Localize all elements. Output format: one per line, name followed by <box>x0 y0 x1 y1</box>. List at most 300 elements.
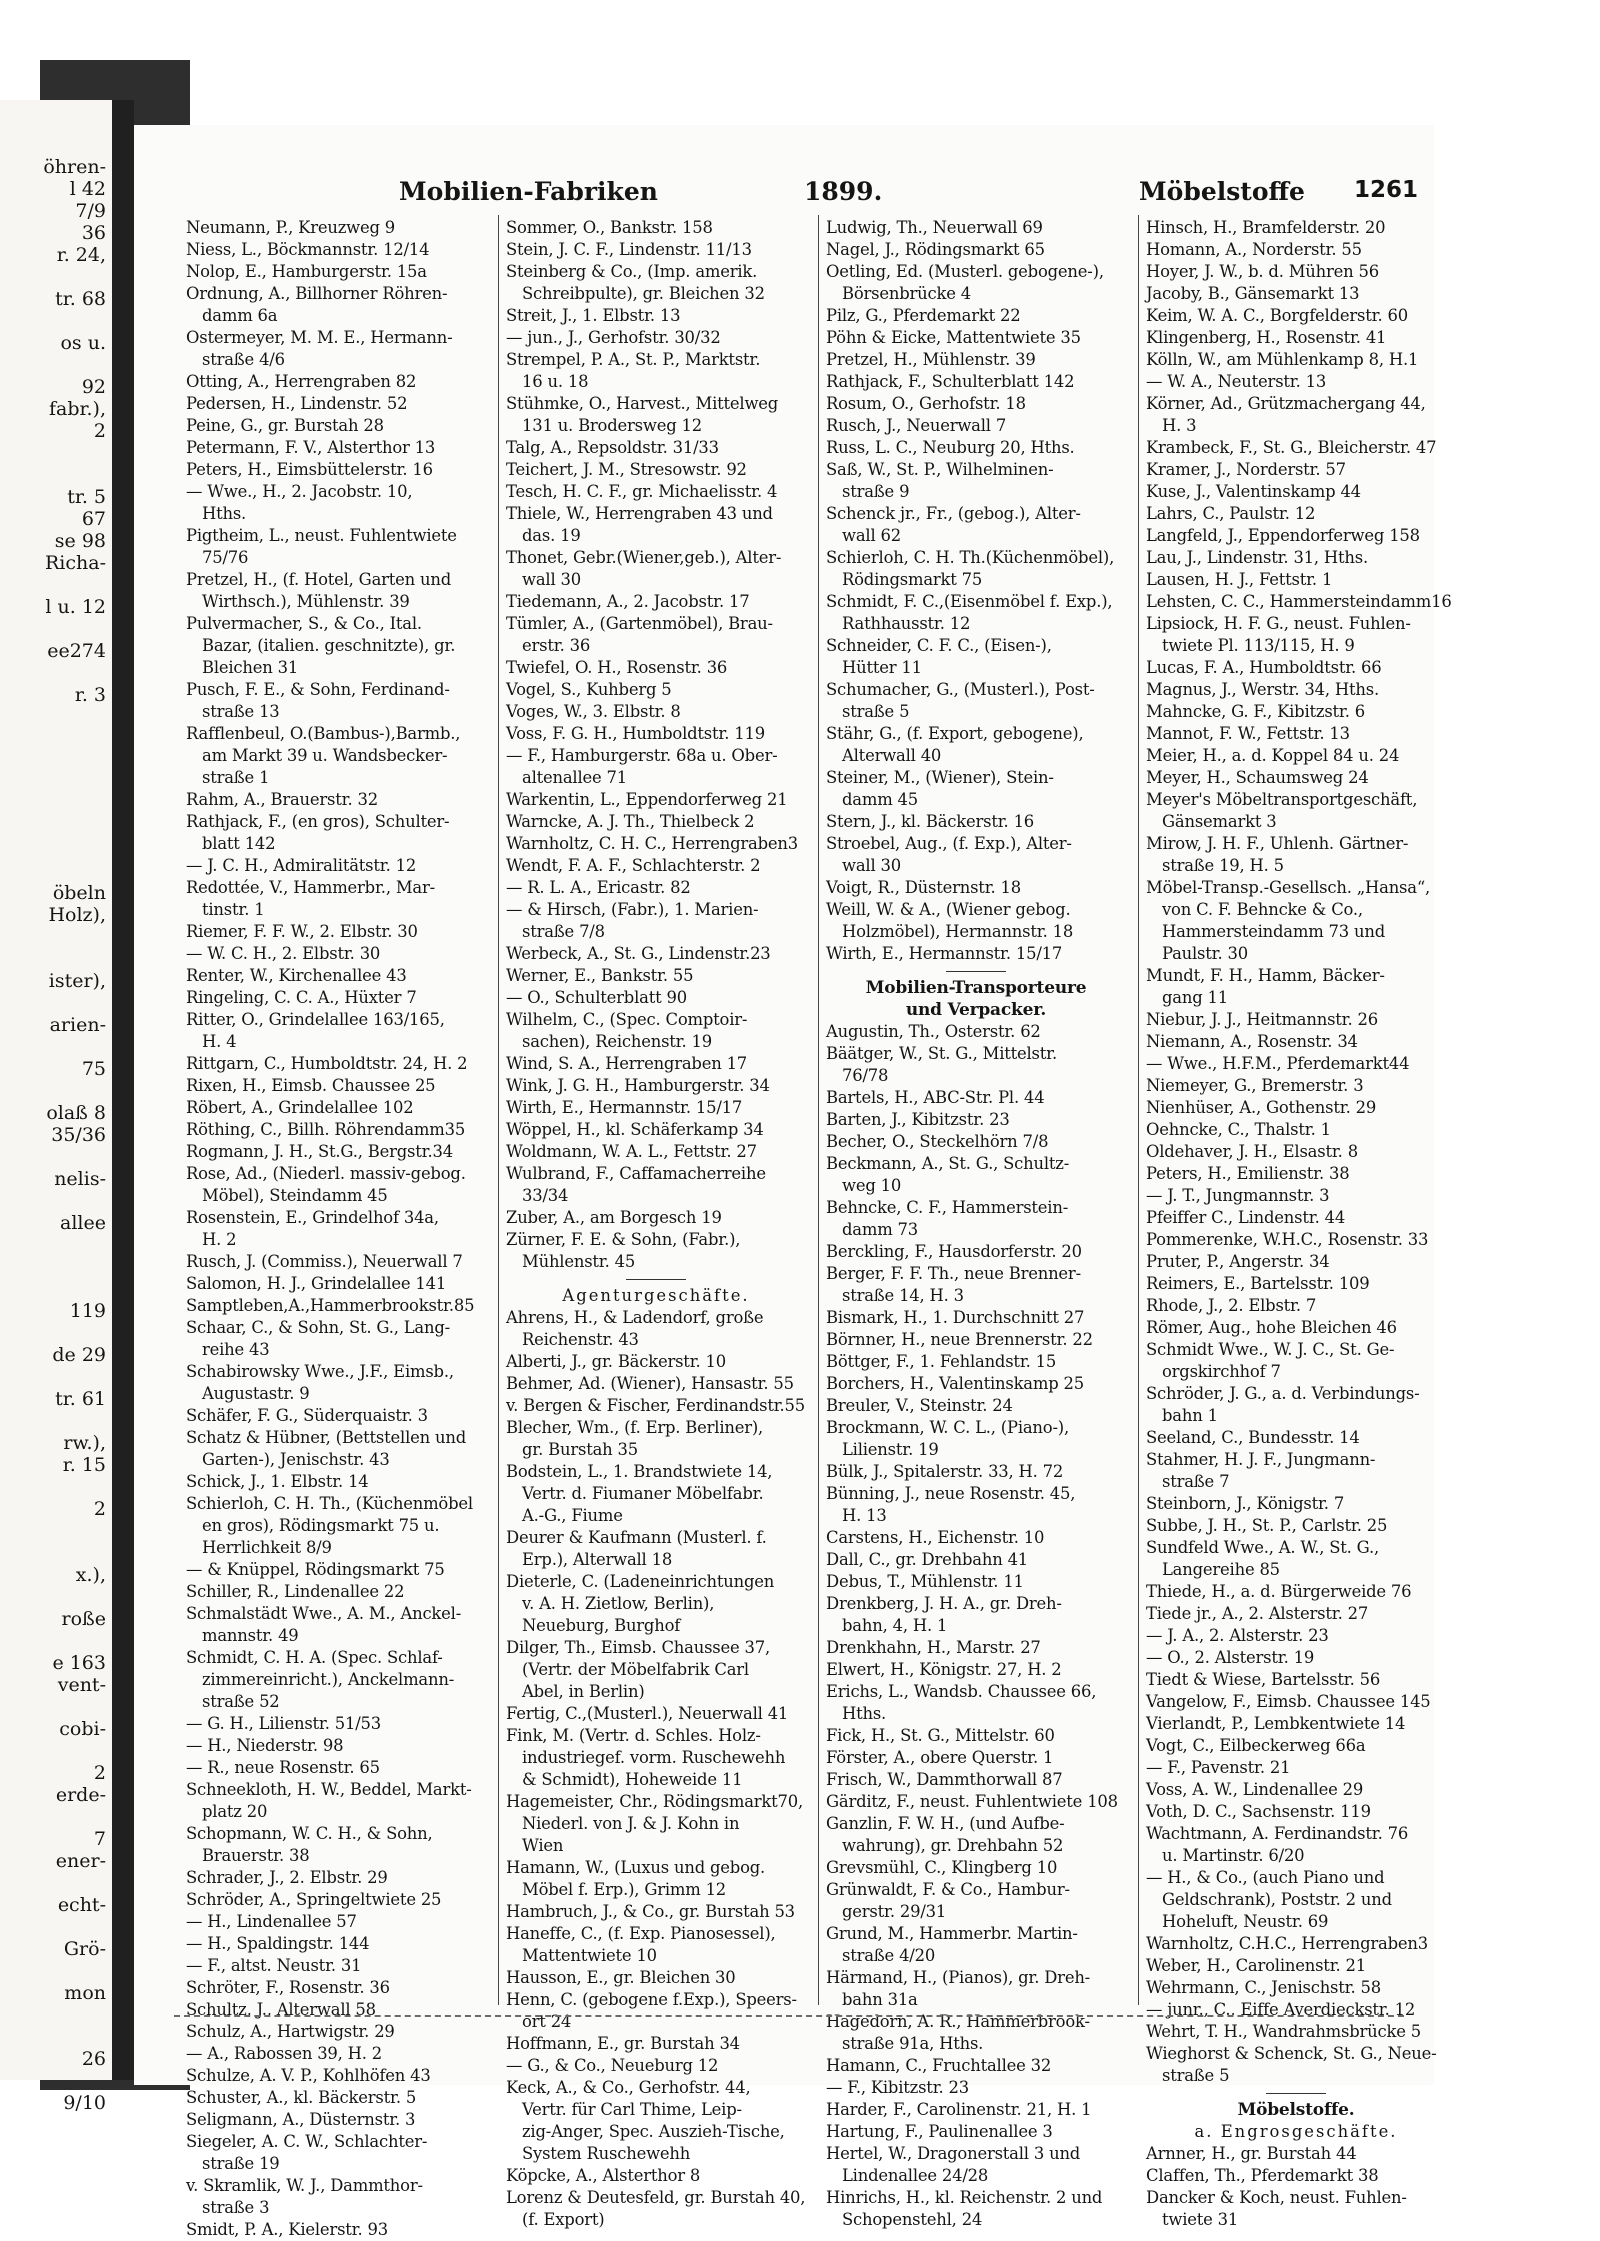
directory-entry: Vierlandt, P., Lembkentwiete 14 <box>1146 1714 1406 1733</box>
facing-page-fragment: tr. 68 <box>55 288 106 310</box>
directory-entry: Wulbrand, F., Caffamacherreihe <box>506 1164 766 1183</box>
directory-entry: Schopmann, W. C. H., & Sohn, <box>186 1824 433 1843</box>
directory-entry: Schatz & Hübner, (Bettstellen und <box>186 1428 466 1447</box>
directory-entry: Oldehaver, J. H., Elsastr. 8 <box>1146 1142 1358 1161</box>
directory-entry: Rittgarn, C., Humboldtstr. 24, H. 2 <box>186 1054 468 1073</box>
directory-entry: — R. L. A., Ericastr. 82 <box>506 878 691 897</box>
directory-entry: Rosum, O., Gerhofstr. 18 <box>826 394 1026 413</box>
directory-entry: Strempel, P. A., St. P., Marktstr. <box>506 350 761 369</box>
directory-entry: ort 24 <box>522 2012 572 2031</box>
directory-entry: Schaar, C., & Sohn, St. G., Lang- <box>186 1318 450 1337</box>
directory-entry: Niemann, A., Rosenstr. 34 <box>1146 1032 1358 1051</box>
directory-entry: Pöhn & Eicke, Mattentwiete 35 <box>826 328 1081 347</box>
facing-page-fragment: Richa- <box>44 552 106 574</box>
directory-entry: Börnner, H., neue Brennerstr. 22 <box>826 1330 1093 1349</box>
directory-entry: Salomon, H. J., Grindelallee 141 <box>186 1274 447 1293</box>
directory-entry: Neueburg, Burghof <box>522 1616 681 1635</box>
directory-entry: Drenkberg, J. H. A., gr. Dreh- <box>826 1594 1062 1613</box>
directory-entry: Seligmann, A., Düsternstr. 3 <box>186 2110 416 2129</box>
directory-entry: damm 45 <box>842 790 919 809</box>
directory-entry: Twiefel, O. H., Rosenstr. 36 <box>506 658 728 677</box>
section-heading: Möbelstoffe. <box>1237 2100 1355 2120</box>
directory-entry: Schierloh, C. H. Th.(Küchenmöbel), <box>826 548 1115 567</box>
directory-entry: Mattentwiete 10 <box>522 1946 657 1965</box>
directory-entry: mannstr. 49 <box>202 1626 299 1645</box>
directory-entry: — J. T., Jungmannstr. 3 <box>1146 1186 1330 1205</box>
directory-entry: Rathhausstr. 12 <box>842 614 971 633</box>
directory-entry: — & Hirsch, (Fabr.), 1. Marien- <box>506 900 759 919</box>
directory-entry: Köpcke, A., Alsterthor 8 <box>506 2166 701 2185</box>
directory-entry: Behncke, C. F., Hammerstein- <box>826 1198 1069 1217</box>
directory-entry: Römer, Aug., hohe Bleichen 46 <box>1146 1318 1397 1337</box>
directory-entry: Stühmke, O., Harvest., Mittelweg <box>506 394 779 413</box>
page-number: 1261 <box>1354 177 1419 203</box>
directory-entry: System Ruschewehh <box>522 2144 691 2163</box>
directory-entry: Tümler, A., (Gartenmöbel), Brau- <box>506 614 773 633</box>
directory-entry: Röthing, C., Billh. Röhrendamm35 <box>186 1120 466 1139</box>
directory-entry: Voges, W., 3. Elbstr. 8 <box>506 702 681 721</box>
directory-entry: Berckling, F., Hausdorferstr. 20 <box>826 1242 1082 1261</box>
facing-page-fragment: tr. 61 <box>55 1388 106 1410</box>
directory-entry: Hammersteindamm 73 und <box>1162 922 1386 941</box>
directory-entry: Schneider, C. F. C., (Eisen-), <box>826 636 1052 655</box>
directory-entry: 75/76 <box>202 548 249 567</box>
directory-entry: Hinsch, H., Bramfelderstr. 20 <box>1146 218 1386 237</box>
directory-entry: Lucas, F. A., Humboldtstr. 66 <box>1146 658 1382 677</box>
directory-entry: gerstr. 29/31 <box>842 1902 947 1921</box>
directory-entry: Meier, H., a. d. Koppel 84 u. 24 <box>1146 746 1400 765</box>
directory-entry: — J. C. H., Admiralitätstr. 12 <box>186 856 417 875</box>
directory-entry: Redottée, V., Hammerbr., Mar- <box>186 878 435 897</box>
directory-entry: straße 5 <box>842 702 910 721</box>
directory-entry: Ritter, O., Grindelallee 163/165, <box>186 1010 445 1029</box>
directory-entry: Schmidt, F. C.,(Eisenmöbel f. Exp.), <box>826 592 1113 611</box>
directory-entry: Mahncke, G. F., Kibitzstr. 6 <box>1146 702 1366 721</box>
section-heading: und Verpacker. <box>905 1000 1047 1020</box>
directory-entry: Härmand, H., (Pianos), gr. Dreh- <box>826 1968 1091 1987</box>
directory-entry: Thiele, W., Herrengraben 43 und <box>506 504 773 523</box>
directory-entry: Warncke, A. J. Th., Thielbeck 2 <box>506 812 755 831</box>
directory-entry: Beckmann, A., St. G., Schultz- <box>826 1154 1070 1173</box>
directory-entry: Langfeld, J., Eppendorferweg 158 <box>1146 526 1420 545</box>
directory-entry: Schumacher, G., (Musterl.), Post- <box>826 680 1095 699</box>
directory-entry: tinstr. 1 <box>202 900 265 919</box>
directory-entry: — O., 2. Alsterstr. 19 <box>1146 1648 1315 1667</box>
facing-page-fragment: ee274 <box>47 640 106 662</box>
directory-entry: Brockmann, W. C. L., (Piano-), <box>826 1418 1070 1437</box>
directory-entry: Deurer & Kaufmann (Musterl. f. <box>506 1528 767 1547</box>
directory-entry: Pigtheim, L., neust. Fuhlentwiete <box>186 526 457 545</box>
directory-entry: Vertr. d. Fiumaner Möbelfabr. <box>522 1484 764 1503</box>
directory-entry: Rose, Ad., (Niederl. massiv-gebog. <box>186 1164 466 1183</box>
directory-entry: Röbert, A., Grindelallee 102 <box>186 1098 414 1117</box>
directory-entry: Steinberg & Co., (Imp. amerik. <box>506 262 758 281</box>
directory-entry: Lilienstr. 19 <box>842 1440 939 1459</box>
directory-entry: Hamann, W., (Luxus und gebog. <box>506 1858 766 1877</box>
directory-entry: Niemeyer, G., Bremerstr. 3 <box>1146 1076 1364 1095</box>
directory-entry: v. Skramlik, W. J., Dammthor- <box>186 2176 423 2195</box>
directory-entry: Saß, W., St. P., Wilhelminen- <box>826 460 1054 479</box>
directory-entry: Lipsiock, H. F. G., neust. Fuhlen- <box>1146 614 1411 633</box>
directory-entry: Wirth, E., Hermannstr. 15/17 <box>826 944 1063 963</box>
directory-entry: Fertig, C.,(Musterl.), Neuerwall 41 <box>506 1704 789 1723</box>
directory-entry: Rathjack, F., Schulterblatt 142 <box>826 372 1075 391</box>
directory-entry: Nolop, E., Hamburgerstr. 15a <box>186 262 427 281</box>
directory-entry: Schierloh, C. H. Th., (Küchenmöbel <box>186 1494 473 1513</box>
directory-entry: Barten, J., Kibitzstr. 23 <box>826 1110 1010 1129</box>
directory-entry: Börsenbrücke 4 <box>842 284 971 303</box>
facing-page-fragment: arien- <box>49 1014 106 1036</box>
directory-entry: — O., Schulterblatt 90 <box>506 988 687 1007</box>
directory-entry: platz 20 <box>202 1802 268 1821</box>
directory-entry: Ringeling, C. C. A., Hüxter 7 <box>186 988 417 1007</box>
directory-entry: Warnholtz, C.H.C., Herrengraben3 <box>1146 1934 1428 1953</box>
header-section-right: Möbelstoffe <box>1139 177 1305 206</box>
directory-entry: Pretzel, H., (f. Hotel, Garten und <box>186 570 452 589</box>
directory-entry: — Wwe., H.F.M., Pferdemarkt44 <box>1146 1054 1410 1073</box>
directory-entry: straße 19 <box>202 2154 280 2173</box>
facing-page-fragment: r. 3 <box>74 684 106 706</box>
directory-entry: H. 4 <box>202 1032 237 1051</box>
directory-entry: Schiller, R., Lindenallee 22 <box>186 1582 405 1601</box>
directory-entry: Gärditz, F., neust. Fuhlentwiete 108 <box>826 1792 1118 1811</box>
section-rule <box>506 1273 806 1285</box>
directory-entry: Langereihe 85 <box>1162 1560 1280 1579</box>
directory-entry: — & Knüppel, Rödingsmarkt 75 <box>186 1560 445 1579</box>
directory-entry: 131 u. Brodersweg 12 <box>522 416 702 435</box>
directory-entry: — F., altst. Neustr. 31 <box>186 1956 362 1975</box>
directory-entry: straße 52 <box>202 1692 280 1711</box>
directory-entry: Schreibpulte), gr. Bleichen 32 <box>522 284 765 303</box>
directory-entry: Stein, J. C. F., Lindenstr. 11/13 <box>506 240 752 259</box>
directory-entry: H. 13 <box>842 1506 887 1525</box>
directory-entry: Vangelow, F., Eimsb. Chaussee 145 <box>1146 1692 1431 1711</box>
directory-entry: Sundfeld Wwe., A. W., St. G., <box>1146 1538 1379 1557</box>
directory-entry: Mundt, F. H., Hamm, Bäcker- <box>1146 966 1385 985</box>
directory-entry: — G., & Co., Neueburg 12 <box>506 2056 719 2075</box>
directory-entry: Wink, J. G. H., Hamburgerstr. 34 <box>506 1076 770 1095</box>
facing-page-fragment: 67 <box>81 508 106 530</box>
directory-entry: Fick, H., St. G., Mittelstr. 60 <box>826 1726 1055 1745</box>
directory-entry: Böttger, F., 1. Fehlandstr. 15 <box>826 1352 1057 1371</box>
directory-entry: Schröder, J. G., a. d. Verbindungs- <box>1146 1384 1420 1403</box>
directory-entry: Teichert, J. M., Stresowstr. 92 <box>506 460 747 479</box>
facing-page-fragment: Holz), <box>48 904 106 926</box>
directory-entry: Wehrmann, C., Jenischstr. 58 <box>1146 1978 1381 1997</box>
directory-entry: Hths. <box>842 1704 887 1723</box>
facing-page-fragment: 119 <box>69 1300 106 1322</box>
directory-entry: Hths. <box>202 504 247 523</box>
book-gutter <box>112 100 134 2080</box>
facing-page-fragment: roße <box>61 1608 106 1630</box>
directory-entry: Drenkhahn, H., Marstr. 27 <box>826 1638 1041 1657</box>
directory-entry: straße 1 <box>202 768 270 787</box>
directory-entry: Hertel, W., Dragonerstall 3 und <box>826 2144 1081 2163</box>
directory-entry: Rathjack, F., (en gros), Schulter- <box>186 812 450 831</box>
facing-page-fragment: mon <box>64 1982 106 2004</box>
directory-entry: Smidt, P. A., Kielerstr. 93 <box>186 2220 388 2239</box>
directory-entry: Bodstein, L., 1. Brandstwiete 14, <box>506 1462 773 1481</box>
facing-page-fragment: cobi- <box>59 1718 106 1740</box>
facing-page-fragment: tr. 5 <box>67 486 106 508</box>
directory-entry: Schenck jr., Fr., (gebog.), Alter- <box>826 504 1081 523</box>
directory-entry: Holzmöbel), Hermannstr. 18 <box>842 922 1074 941</box>
directory-entry: Thiede, H., a. d. Bürgerweide 76 <box>1146 1582 1412 1601</box>
directory-entry: 16 u. 18 <box>522 372 589 391</box>
directory-entry: — H., Niederstr. 98 <box>186 1736 344 1755</box>
directory-entry: Erp.), Alterwall 18 <box>522 1550 673 1569</box>
directory-entry: Debus, T., Mühlenstr. 11 <box>826 1572 1024 1591</box>
directory-entry: Lahrs, C., Paulstr. 12 <box>1146 504 1316 523</box>
directory-entry: v. Bergen & Fischer, Ferdinandstr.55 <box>506 1396 806 1415</box>
directory-entry: Gänsemarkt 3 <box>1162 812 1277 831</box>
directory-entry: Schick, J., 1. Elbstr. 14 <box>186 1472 369 1491</box>
directory-entry: Keck, A., & Co., Gerhofstr. 44, <box>506 2078 751 2097</box>
directory-entry: Grünwaldt, F. & Co., Hambur- <box>826 1880 1070 1899</box>
directory-entry: 76/78 <box>842 1066 889 1085</box>
directory-entry: Wachtmann, A. Ferdinandstr. 76 <box>1146 1824 1409 1843</box>
directory-entry: Hambruch, J., & Co., gr. Burstah 53 <box>506 1902 795 1921</box>
directory-entry: Pommerenke, W.H.C., Rosenstr. 33 <box>1146 1230 1429 1249</box>
facing-page-fragment: 7 <box>93 1828 106 1850</box>
directory-entry: Berger, F. F. Th., neue Brenner- <box>826 1264 1081 1283</box>
directory-entry: Hinrichs, H., kl. Reichenstr. 2 und <box>826 2188 1103 2207</box>
directory-entry: Borchers, H., Valentinskamp 25 <box>826 1374 1084 1393</box>
facing-page-fragment: 75 <box>81 1058 106 1080</box>
directory-entry: (f. Export) <box>522 2210 605 2229</box>
directory-entry: straße 14, H. 3 <box>842 1286 964 1305</box>
facing-page-fragment: 9/10 <box>63 2092 106 2114</box>
directory-entry: Rogmann, J. H., St.G., Bergstr.34 <box>186 1142 453 1161</box>
directory-entry: Wendt, F. A. F., Schlachterstr. 2 <box>506 856 761 875</box>
directory-entry: Warnholtz, C. H. C., Herrengraben3 <box>506 834 798 853</box>
directory-entry: Abel, in Berlin) <box>522 1682 645 1701</box>
directory-entry: wahrung), gr. Drehbahn 52 <box>842 1836 1064 1855</box>
directory-entry: — W. C. H., 2. Elbstr. 30 <box>186 944 381 963</box>
directory-entry: industriegef. vorm. Ruschewehh <box>522 1748 786 1767</box>
directory-entry: damm 6a <box>202 306 278 325</box>
directory-entry: Rusch, J. (Commiss.), Neuerwall 7 <box>186 1252 463 1271</box>
directory-entry: Ludwig, Th., Neuerwall 69 <box>826 218 1043 237</box>
facing-page-fragment: rw.), <box>63 1432 106 1454</box>
directory-entry: Peine, G., gr. Burstah 28 <box>186 416 384 435</box>
running-header <box>134 177 1434 213</box>
directory-entry: — R., neue Rosenstr. 65 <box>186 1758 380 1777</box>
directory-entry: Stroebel, Aug., (f. Exp.), Alter- <box>826 834 1072 853</box>
directory-entry: twiete Pl. 113/115, H. 9 <box>1162 636 1355 655</box>
directory-entry: Mannot, F. W., Fettstr. 13 <box>1146 724 1350 743</box>
facing-page-fragment: erde- <box>55 1784 106 1806</box>
directory-entry: Mühlenstr. 45 <box>522 1252 636 1271</box>
directory-entry: — H., Spaldingstr. 144 <box>186 1934 370 1953</box>
directory-entry: Schrader, J., 2. Elbstr. 29 <box>186 1868 388 1887</box>
directory-entry: Bülk, J., Spitalerstr. 33, H. 72 <box>826 1462 1064 1481</box>
directory-entry: Werbeck, A., St. G., Lindenstr.23 <box>506 944 771 963</box>
directory-entry: altenallee 71 <box>522 768 627 787</box>
directory-entry: Brauerstr. 38 <box>202 1846 310 1865</box>
directory-entry: Peters, H., Emilienstr. 38 <box>1146 1164 1350 1183</box>
section-heading: Agenturgeschäfte. <box>562 1286 750 1305</box>
directory-entry: twiete 31 <box>1162 2210 1239 2229</box>
directory-entry: am Markt 39 u. Wandsbecker- <box>202 746 448 765</box>
directory-entry: straße 13 <box>202 702 280 721</box>
directory-entry: — J. A., 2. Alsterstr. 23 <box>1146 1626 1329 1645</box>
directory-entry: Möbel), Steindamm 45 <box>202 1186 388 1205</box>
directory-entry: gang 11 <box>1162 988 1228 1007</box>
directory-entry: Hoffmann, E., gr. Burstah 34 <box>506 2034 740 2053</box>
directory-entry: straße 5 <box>1162 2066 1230 2085</box>
directory-entry: Paulstr. 30 <box>1162 944 1248 963</box>
directory-entry: Schulz, A., Hartwigstr. 29 <box>186 2022 395 2041</box>
directory-entry: Kölln, W., am Mühlenkamp 8, H.1 <box>1146 350 1419 369</box>
directory-entry: — H., & Co., (auch Piano und <box>1146 1868 1385 1887</box>
directory-entry: Alberti, J., gr. Bäckerstr. 10 <box>506 1352 727 1371</box>
directory-entry: Rahm, A., Brauerstr. 32 <box>186 790 378 809</box>
directory-entry: Ostermeyer, M. M. E., Hermann- <box>186 328 453 347</box>
directory-entry: Weber, H., Carolinenstr. 21 <box>1146 1956 1367 1975</box>
column-3 <box>826 217 1126 2229</box>
directory-entry: Behmer, Ad. (Wiener), Hansastr. 55 <box>506 1374 794 1393</box>
directory-entry: Schröder, A., Springeltwiete 25 <box>186 1890 442 1909</box>
facing-page-fragment: ener- <box>55 1850 106 1872</box>
directory-entry: Hartung, F., Paulinenallee 3 <box>826 2122 1053 2141</box>
directory-entry: — H., Lindenallee 57 <box>186 1912 357 1931</box>
directory-entry: H. 2 <box>202 1230 237 1249</box>
directory-entry: Thonet, Gebr.(Wiener,geb.), Alter- <box>506 548 782 567</box>
directory-entry: Möbel f. Erp.), Grimm 12 <box>522 1880 727 1899</box>
directory-entry: Bünning, J., neue Rosenstr. 45, <box>826 1484 1076 1503</box>
directory-entry: Hoheluft, Neustr. 69 <box>1162 1912 1329 1931</box>
directory-entry: Schmidt Wwe., W. J. C., St. Ge- <box>1146 1340 1395 1359</box>
directory-entry: reihe 43 <box>202 1340 270 1359</box>
facing-page-fragment: e 163 <box>52 1652 106 1674</box>
directory-entry: — A., Rabossen 39, H. 2 <box>186 2044 383 2063</box>
directory-entry: Bazar, (italien. geschnitzte), gr. <box>202 636 456 655</box>
directory-entry: Wirth, E., Hermannstr. 15/17 <box>506 1098 743 1117</box>
facing-page-edge <box>0 100 114 2114</box>
facing-page-fragment: olaß 8 <box>46 1102 106 1124</box>
directory-entry: Schäfer, F. G., Süderquaistr. 3 <box>186 1406 428 1425</box>
directory-entry: Wöppel, H., kl. Schäferkamp 34 <box>506 1120 764 1139</box>
column-divider <box>818 215 819 2005</box>
directory-entry: straße 91a, Hths. <box>842 2034 984 2053</box>
directory-entry: Samptleben,A.,Hammerbrookstr.85 <box>186 1296 475 1315</box>
directory-entry: Schmalstädt Wwe., A. M., Anckel- <box>186 1604 462 1623</box>
directory-entry: Wilhelm, C., (Spec. Comptoir- <box>506 1010 748 1029</box>
facing-page-fragment: fabr.), <box>48 398 106 420</box>
directory-entry: Hamann, C., Fruchtallee 32 <box>826 2056 1052 2075</box>
directory-entry: Riemer, F. F. W., 2. Elbstr. 30 <box>186 922 418 941</box>
header-section-left: Mobilien-Fabriken <box>399 177 658 206</box>
directory-entry: Herrlichkeit 8/9 <box>202 1538 332 1557</box>
directory-entry: A.-G., Fiume <box>522 1506 623 1525</box>
directory-entry: Geldschrank), Poststr. 2 und <box>1162 1890 1392 1909</box>
directory-entry: Seeland, C., Bundesstr. 14 <box>1146 1428 1360 1447</box>
directory-entry: Talg, A., Repsoldstr. 31/33 <box>506 438 719 457</box>
directory-entry: H. 3 <box>1162 416 1197 435</box>
directory-entry: straße 7 <box>1162 1472 1230 1491</box>
directory-entry: Niederl. von J. & J. Kohn in <box>522 1814 740 1833</box>
directory-entry: bahn 1 <box>1162 1406 1218 1425</box>
directory-entry: — F., Kibitzstr. 23 <box>826 2078 970 2097</box>
facing-page-fragment: vent- <box>57 1674 106 1696</box>
directory-entry: — Wwe., H., 2. Jacobstr. 10, <box>186 482 413 501</box>
directory-entry: Pfeiffer C., Lindenstr. 44 <box>1146 1208 1346 1227</box>
directory-entry: Lindenallee 24/28 <box>842 2166 989 2185</box>
directory-entry: Henn, C. (gebogene f.Exp.), Speers- <box>506 1990 797 2009</box>
directory-entry: Schmidt, C. H. A. (Spec. Schlaf- <box>186 1648 443 1667</box>
directory-entry: Tiedt & Wiese, Bartelsstr. 56 <box>1146 1670 1381 1689</box>
directory-entry: straße 19, H. 5 <box>1162 856 1284 875</box>
directory-entry: Bismark, H., 1. Durchschnitt 27 <box>826 1308 1085 1327</box>
directory-entry: Augustastr. 9 <box>202 1384 310 1403</box>
directory-entry: Grevsmühl, C., Klingberg 10 <box>826 1858 1058 1877</box>
directory-entry: Reichenstr. 43 <box>522 1330 639 1349</box>
directory-entry: Steinborn, J., Königstr. 7 <box>1146 1494 1345 1513</box>
directory-entry: erstr. 36 <box>522 636 591 655</box>
directory-entry: Pilz, G., Pferdemarkt 22 <box>826 306 1021 325</box>
directory-entry: 33/34 <box>522 1186 569 1205</box>
directory-entry: Breuler, V., Steinstr. 24 <box>826 1396 1013 1415</box>
directory-entry: Schneekloth, H. W., Beddel, Markt- <box>186 1780 472 1799</box>
directory-entry: Oehncke, C., Thalstr. 1 <box>1146 1120 1331 1139</box>
directory-entry: Russ, L. C., Neuburg 20, Hths. <box>826 438 1075 457</box>
directory-entry: Ganzlin, F. W. H., (und Aufbe- <box>826 1814 1065 1833</box>
directory-entry: Renter, W., Kirchenallee 43 <box>186 966 407 985</box>
directory-entry: Rödingsmarkt 75 <box>842 570 983 589</box>
facing-page-fragment: se 98 <box>54 530 106 552</box>
directory-entry: straße 4/20 <box>842 1946 936 1965</box>
section-rule <box>826 965 1126 977</box>
directory-entry: Nagel, J., Rödingsmarkt 65 <box>826 240 1045 259</box>
directory-entry: zimmereinricht.), Anckelmann- <box>202 1670 455 1689</box>
directory-entry: Hagedorn, A. R., Hammerbrook- <box>826 2012 1090 2031</box>
directory-entry: Dancker & Koch, neust. Fuhlen- <box>1146 2188 1407 2207</box>
directory-entry: blatt 142 <box>202 834 276 853</box>
directory-entry: Streit, J., 1. Elbstr. 13 <box>506 306 681 325</box>
facing-page-fragment: de 29 <box>52 1344 106 1366</box>
directory-entry: Mirow, J. H. F., Uhlenh. Gärtner- <box>1146 834 1409 853</box>
directory-entry: weg 10 <box>842 1176 902 1195</box>
facing-page-fragment: 7/9 <box>75 200 106 222</box>
directory-entry: Lausen, H. J., Fettstr. 1 <box>1146 570 1333 589</box>
directory-entry: Ahrens, H., & Ladendorf, große <box>506 1308 764 1327</box>
facing-page-fragment: nelis- <box>54 1168 106 1190</box>
directory-entry: Tiedemann, A., 2. Jacobstr. 17 <box>506 592 750 611</box>
directory-entry: wall 30 <box>842 856 901 875</box>
directory-entry: Rixen, H., Eimsb. Chaussee 25 <box>186 1076 436 1095</box>
directory-entry: Harder, F., Carolinenstr. 21, H. 1 <box>826 2100 1092 2119</box>
directory-entry: Grund, M., Hammerbr. Martin- <box>826 1924 1078 1943</box>
directory-entry: Fink, M. (Vertr. d. Schles. Holz- <box>506 1726 761 1745</box>
facing-page-fragment: öhren- <box>43 156 106 178</box>
directory-entry: Niebur, J. J., Heitmannstr. 26 <box>1146 1010 1378 1029</box>
directory-entry: Reimers, E., Bartelsstr. 109 <box>1146 1274 1370 1293</box>
directory-entry: Hoyer, J. W., b. d. Mühren 56 <box>1146 262 1379 281</box>
directory-entry: Körner, Ad., Grützmachergang 44, <box>1146 394 1426 413</box>
directory-entry: Dall, C., gr. Drehbahn 41 <box>826 1550 1029 1569</box>
facing-page-fragment: 2 <box>93 420 106 442</box>
directory-entry: Bartels, H., ABC-Str. Pl. 44 <box>826 1088 1045 1107</box>
directory-entry: Dilger, Th., Eimsb. Chaussee 37, <box>506 1638 770 1657</box>
directory-entry: Zuber, A., am Borgesch 19 <box>506 1208 722 1227</box>
directory-entry: Schopenstehl, 24 <box>842 2210 983 2229</box>
directory-entry: Stähr, G., (f. Export, gebogene), <box>826 724 1084 743</box>
facing-page-fragment: öbeln <box>52 882 106 904</box>
directory-entry: wall 30 <box>522 570 581 589</box>
directory-entry: Subbe, J. H., St. P., Carlstr. 25 <box>1146 1516 1388 1535</box>
directory-entry: straße 7/8 <box>522 922 605 941</box>
